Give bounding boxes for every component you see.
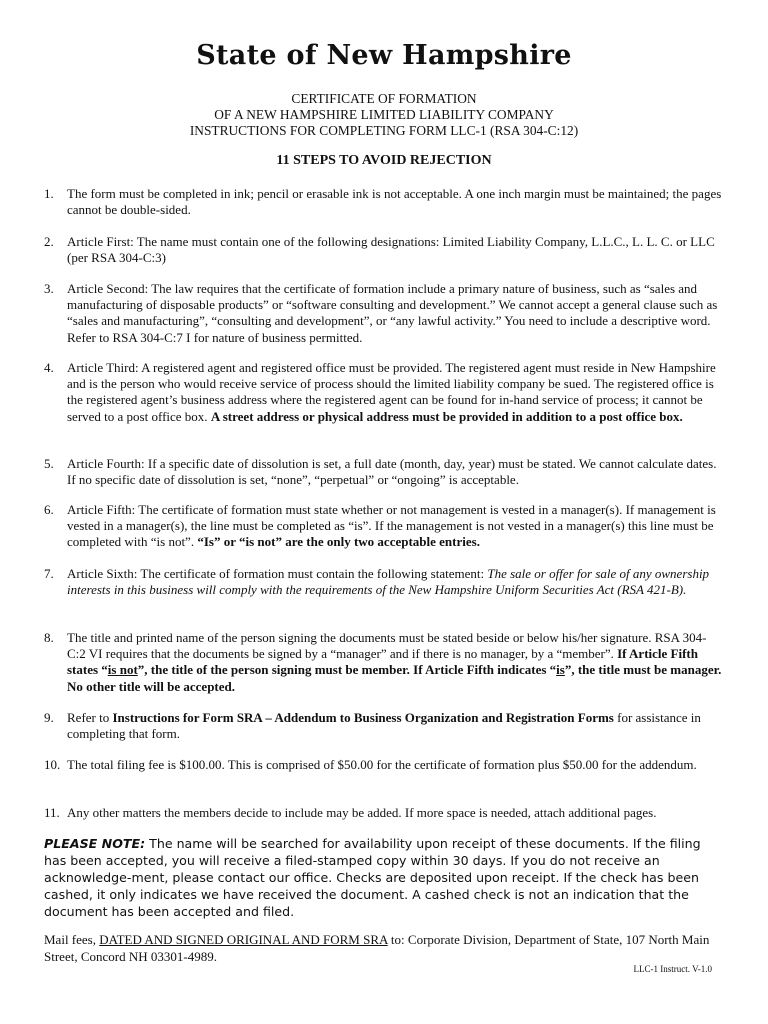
step-bold-text: “Is” or “is not” are the only two acceptable entries. xyxy=(197,534,480,550)
step-number: 3. xyxy=(44,281,54,296)
mail-text-b: to: Corporate Division, Department of State, 107 North Main Street, Concord NH 03301-4989. xyxy=(44,932,710,964)
step-bold-text: A street address or physical address must be provided in addition to a post office box. xyxy=(210,408,683,424)
form-version-footer: LLC-1 Instruct. V-1.0 xyxy=(633,964,712,974)
step-bold-text: Instructions for Form SRA – Addendum to Business Organization and Registration Forms xyxy=(112,710,614,725)
step-text: Article Third: A registered agent and registered office must be provided. The registered agent must reside in New Hampshire and is the person who would receive service of process should the limited liability company be sued. The registered office is the registered agent’s business address where the registered agent can be found for in-hand service of process; it cannot be served to a post office box. xyxy=(67,360,716,424)
header-line-3: INSTRUCTIONS FOR COMPLETING FORM LLC-1 (RSA 304-C:12) xyxy=(189,123,579,138)
page-title: State of New Hampshire xyxy=(196,40,572,71)
step-text: Article Fifth: The certificate of formation must state whether or not management is vested in a manager(s). If management is vested in a manager(s), the line must be completed as “is”. If the management is not vested in a manager(s) this line must be completed with “is not”. xyxy=(67,502,716,550)
please-note-paragraph xyxy=(44,835,724,920)
step-number: 5. xyxy=(44,456,54,471)
step-text-a: Refer to xyxy=(67,710,113,725)
step-item-10 xyxy=(44,757,724,773)
step-number: 7. xyxy=(44,566,54,581)
step-bold-underlined-is-not: is not xyxy=(107,662,138,678)
step-text: Any other matters the members decide to include may be added. If more space is needed, attach additional pages. xyxy=(67,805,657,820)
header-line-1: CERTIFICATE OF FORMATION xyxy=(291,91,477,106)
step-text-wrapper xyxy=(67,502,724,551)
step-item-1 xyxy=(44,186,724,218)
step-item-8 xyxy=(44,630,724,695)
step-bold-underlined-is: is xyxy=(556,662,565,678)
mail-instructions xyxy=(44,932,724,965)
step-item-5 xyxy=(44,456,724,488)
step-item-11 xyxy=(44,805,724,821)
header-line-2: OF A NEW HAMPSHIRE LIMITED LIABILITY COMPANY xyxy=(214,107,554,122)
step-item-7 xyxy=(44,566,724,598)
step-item-9 xyxy=(44,710,724,742)
step-text: The title and printed name of the person signing the documents must be stated beside or below his/her signature. RSA 304-C:2 VI requires that the documents be signed by a “manager” and if there is no manager, by a “member”. xyxy=(67,630,707,662)
mail-underlined-text: DATED AND SIGNED ORIGINAL AND FORM SRA xyxy=(99,932,388,947)
please-note-text: The name will be searched for availability upon receipt of these documents. If the filing has been accepted, you will receive a filed-stamped copy within 30 days. If you do not receive an acknowledge-ment, please contact our office. Checks are deposited upon receipt. If the check has been cashed, it only indicates we have received the document. A cashed check is not an indication that the document has been accepted and filed. xyxy=(44,836,701,919)
step-number: 2. xyxy=(44,234,54,249)
step-text: The total filing fee is $100.00. This is comprised of $50.00 for the certificate of formation plus $50.00 for the addendum. xyxy=(67,757,697,772)
step-text-wrapper xyxy=(67,566,724,598)
step-text: The form must be completed in ink; pencil or erasable ink is not acceptable. A one inch margin must be maintained; the pages cannot be double-sided. xyxy=(67,186,722,218)
step-text-b: for assistance in completing that form. xyxy=(67,710,701,742)
step-italic-text: The sale or offer for sale of any ownership interests in this business will comply with the requirements of the New Hampshire Uniform Securities Act (RSA 421-B). xyxy=(67,566,710,598)
step-text: Article Second: The law requires that the certificate of formation include a primary nature of business, such as “sales and manufacturing of disposable products” or “software consulting and development.” We cannot accept a general clause such as “sales and manufacturing”, “consulting and development”, or “any lawful activity.” You need to include a descriptive word. Refer to RSA 304-C:7 I for nature of business permitted. xyxy=(67,281,718,345)
step-text: Article Sixth: The certificate of formation must contain the following statement: xyxy=(67,566,485,581)
step-number: 9. xyxy=(44,710,54,725)
step-item-6 xyxy=(44,502,724,551)
please-note-label: PLEASE NOTE: xyxy=(44,836,146,851)
step-bold-text-a: If Article Fifth states “ xyxy=(67,646,698,678)
steps-heading: 11 STEPS TO AVOID REJECTION xyxy=(276,153,492,168)
step-text: Article First: The name must contain one of the following designations: Limited Liability Company, L.L.C., L. L. C. or LLC (per RSA 304-C:3) xyxy=(67,234,715,266)
step-text: Article Fourth: If a specific date of dissolution is set, a full date (month, day, year) must be stated. We cannot calculate dates. If no specific date of dissolution is set, “none”, “perpetual” or “ongoing” is acceptable. xyxy=(67,456,717,488)
step-number: 6. xyxy=(44,502,54,517)
step-number: 1. xyxy=(44,186,54,201)
step-text-wrapper xyxy=(67,710,724,742)
step-item-4 xyxy=(44,360,724,425)
step-number: 10. xyxy=(44,757,61,772)
step-bold-text-b: ”, the title of the person signing must be member. If Article Fifth indicates “ xyxy=(137,662,557,678)
mail-text-a: Mail fees, xyxy=(44,932,100,947)
step-text-wrapper xyxy=(67,360,724,425)
step-text-wrapper xyxy=(67,630,724,695)
step-number: 11. xyxy=(44,805,60,820)
step-item-3 xyxy=(44,281,724,346)
step-item-2 xyxy=(44,234,724,266)
step-number: 8. xyxy=(44,630,54,645)
step-number: 4. xyxy=(44,360,54,375)
step-bold-text-c: ”, the title must be manager. No other title will be accepted. xyxy=(67,662,722,694)
